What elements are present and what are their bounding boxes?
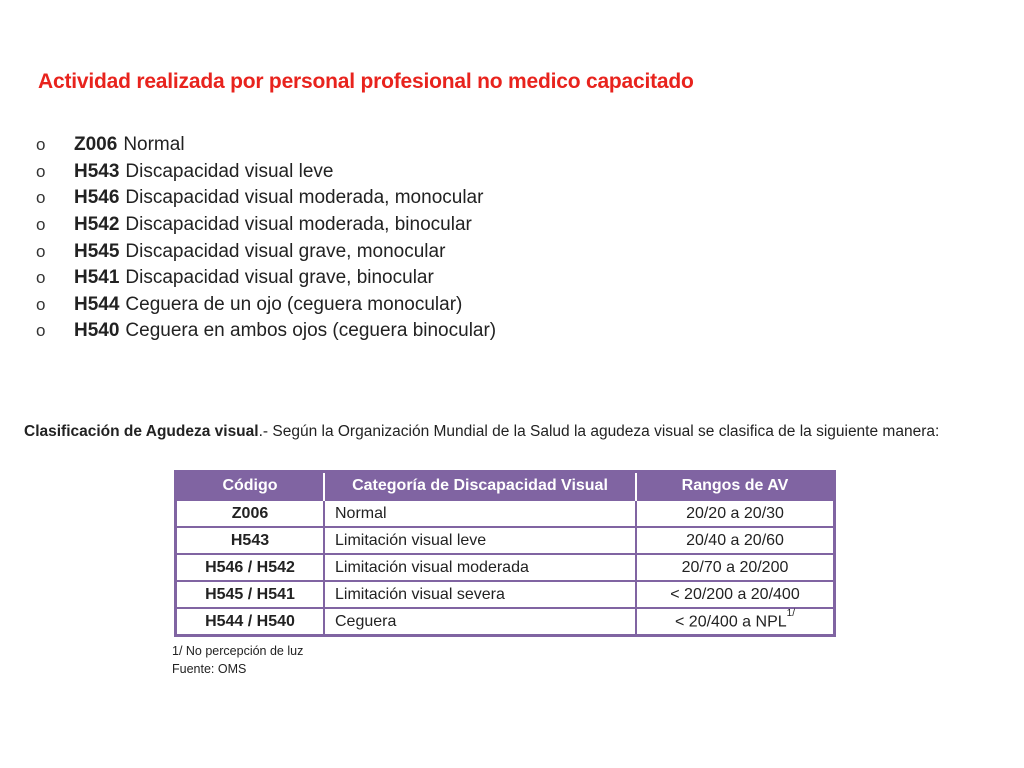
header-code: Código <box>176 472 325 501</box>
bullet-icon: o <box>36 294 46 314</box>
cell-code: H545 / H541 <box>176 581 325 608</box>
cell-range-with-footnote <box>636 608 835 636</box>
code-description: Discapacidad visual leve <box>125 160 334 182</box>
cell-category: Ceguera <box>324 608 636 636</box>
footnote-npl: 1/ No percepción de luz <box>172 644 304 658</box>
list-item <box>36 292 496 319</box>
bullet-icon: o <box>36 215 46 235</box>
header-range: Rangos de AV <box>636 472 835 501</box>
list-item <box>36 132 496 159</box>
table-row <box>176 581 835 608</box>
table-row <box>176 527 835 554</box>
code-description: Ceguera de un ojo (ceguera monocular) <box>125 293 463 315</box>
table-header-row <box>176 472 835 501</box>
table-row <box>176 554 835 581</box>
cell-category: Limitación visual moderada <box>324 554 636 581</box>
list-item <box>36 212 496 239</box>
bullet-icon: o <box>36 188 46 208</box>
cell-code: H543 <box>176 527 325 554</box>
cell-category: Limitación visual leve <box>324 527 636 554</box>
paragraph-text: .- Según la Organización Mundial de la Salud la agudeza visual se clasifica de la siguiente manera: <box>258 422 940 440</box>
cell-range: < 20/400 a NPL <box>675 613 787 631</box>
cell-category: Limitación visual severa <box>324 581 636 608</box>
list-item <box>36 185 496 212</box>
table-row <box>176 608 835 636</box>
cell-code: Z006 <box>176 500 325 527</box>
footnote-mark: 1/ <box>786 607 795 619</box>
list-item <box>36 159 496 186</box>
code-description: Ceguera en ambos ojos (ceguera binocular) <box>125 320 497 342</box>
classification-paragraph <box>24 418 994 445</box>
code-label: H543 <box>74 160 120 182</box>
list-item <box>36 318 496 345</box>
bullet-icon: o <box>36 241 46 261</box>
cell-range: < 20/200 a 20/400 <box>636 581 835 608</box>
code-description: Discapacidad visual grave, monocular <box>125 240 446 262</box>
bullet-icon: o <box>36 161 46 181</box>
source-note: Fuente: OMS <box>172 662 247 676</box>
table-row <box>176 500 835 527</box>
cell-range: 20/70 a 20/200 <box>636 554 835 581</box>
code-description: Discapacidad visual moderada, binocular <box>125 214 472 236</box>
page-title: Actividad realizada por personal profesional no medico capacitado <box>38 70 694 93</box>
visual-acuity-table <box>174 470 836 637</box>
code-description: Discapacidad visual moderada, monocular <box>125 187 484 209</box>
cell-code: H546 / H542 <box>176 554 325 581</box>
cell-category: Normal <box>324 500 636 527</box>
code-label: H544 <box>74 293 120 315</box>
code-label: H542 <box>74 214 120 236</box>
bullet-icon: o <box>36 135 46 155</box>
code-label: Z006 <box>74 134 118 156</box>
code-description: Normal <box>123 134 185 156</box>
bullet-icon: o <box>36 268 46 288</box>
list-item <box>36 238 496 265</box>
code-label: H541 <box>74 267 120 289</box>
code-label: H540 <box>74 320 120 342</box>
bullet-icon: o <box>36 321 46 341</box>
code-label: H545 <box>74 240 120 262</box>
paragraph-heading: Clasificación de Agudeza visual <box>24 422 259 440</box>
header-category: Categoría de Discapacidad Visual <box>324 472 636 501</box>
cell-range: 20/40 a 20/60 <box>636 527 835 554</box>
code-description: Discapacidad visual grave, binocular <box>125 267 434 289</box>
table-footnotes <box>172 642 303 678</box>
code-label: H546 <box>74 187 120 209</box>
cell-range: 20/20 a 20/30 <box>636 500 835 527</box>
list-item <box>36 265 496 292</box>
cell-code: H544 / H540 <box>176 608 325 636</box>
code-list <box>36 132 496 345</box>
